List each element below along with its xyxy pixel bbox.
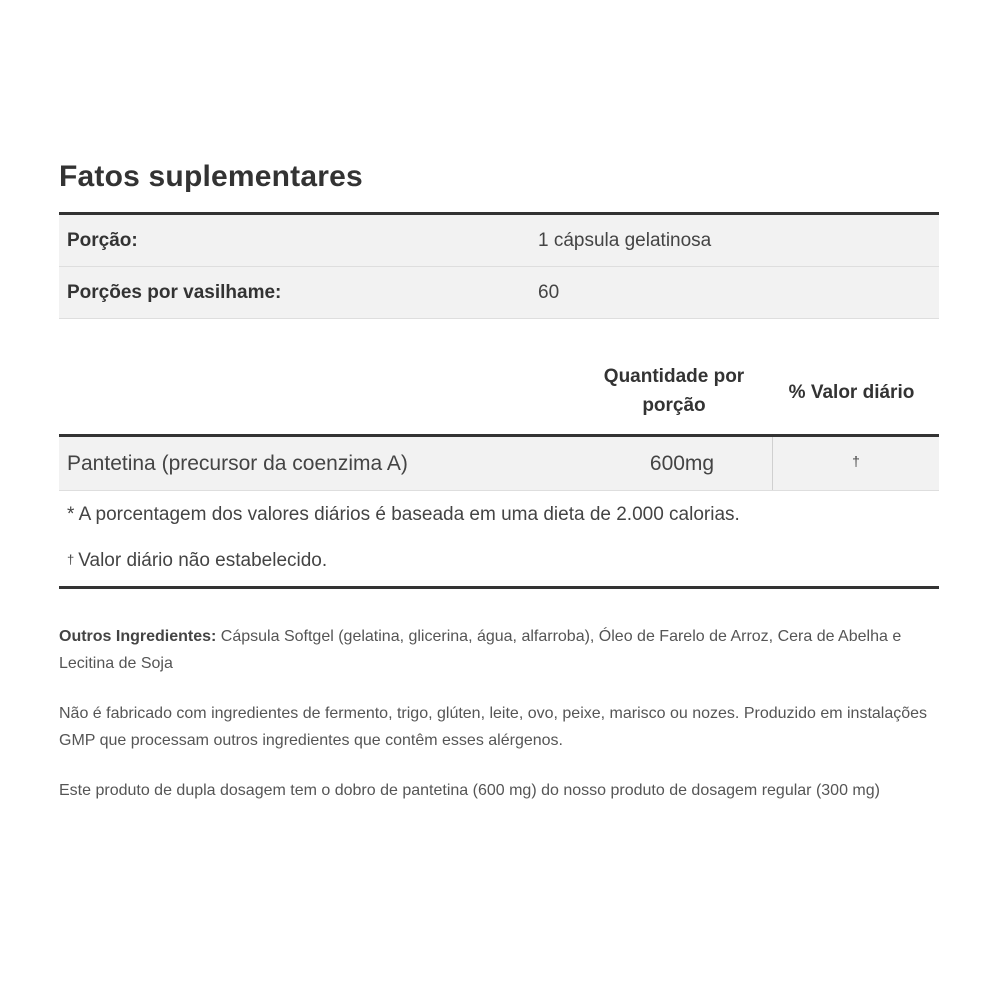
servings-per-container-row [59,267,939,319]
serving-size-value: 1 cápsula gelatinosa [538,229,712,251]
allergen-statement: Não é fabricado com ingredientes de fermento, trigo, glúten, leite, ovo, peixe, marisco ou nozes. Produzido em instalações GMP que processam outros ingredientes que contêm esses alérgenos. [59,705,928,749]
nutrient-daily-value: † [772,437,939,490]
other-ingredients-text: Cápsula Softgel (gelatina, glicerina, água, alfarroba), Óleo de Farelo de Arroz, Cera de Abelha e Lecitina de Soja [59,628,902,672]
daily-value-header: % Valor diário [788,382,915,403]
nutrient-amount: 600mg [649,451,715,475]
percent-daily-value-footnote: * A porcentagem dos valores diários é baseada em uma dieta de 2.000 calorias. [67,504,740,525]
servings-per-container-value: 60 [538,281,560,303]
serving-size-label: Porção: [67,229,138,251]
divider [59,586,939,589]
nutrient-table-header [59,362,939,436]
amount-per-serving-header [584,362,764,420]
amount-header-line2: porção [642,395,706,416]
other-ingredients [59,623,939,677]
nutrient-name: Pantetina (precursor da coenzima A) [67,451,408,475]
table-row [59,437,939,491]
dagger-symbol: † [67,552,75,567]
dosage-statement: Este produto de dupla dosagem tem o dobro de pantetina (600 mg) do nosso produto de dosagem regular (300 mg) [59,782,880,799]
daily-value-not-established-footnote [67,550,327,572]
amount-header-line1: Quantidade por [603,366,745,387]
page-title: Fatos suplementares [59,160,363,193]
serving-size-row [59,215,939,267]
dagger-note-text: Valor diário não estabelecido. [78,550,328,571]
other-ingredients-label: Outros Ingredientes: [59,628,217,645]
serving-table [59,212,939,319]
nutrient-table [59,434,939,491]
servings-per-container-label: Porções por vasilhame: [67,281,282,303]
